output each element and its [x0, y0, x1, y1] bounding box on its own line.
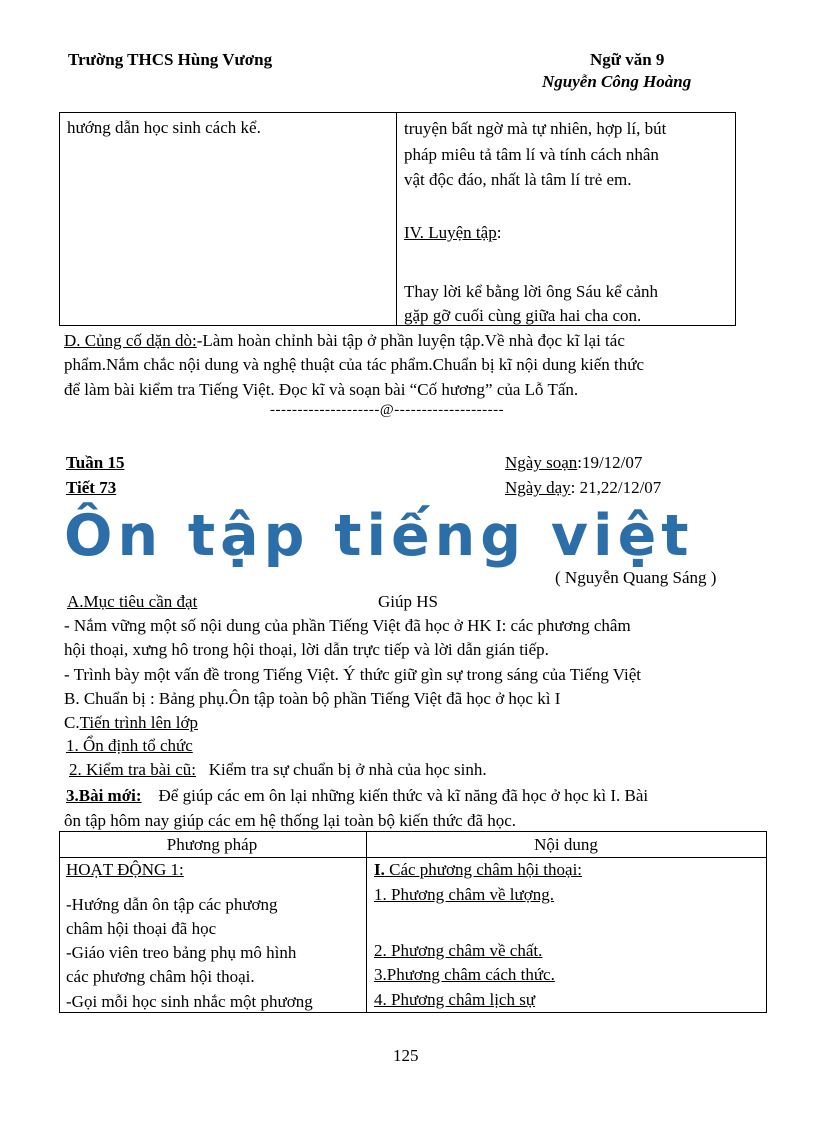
practice-line: gặp gỡ cuối cùng giữa hai cha con. — [404, 306, 642, 325]
activity-label: HOẠT ĐỘNG 1: — [66, 860, 184, 879]
objectives-line-2: hội thoại, xưng hô trong hội thoại, lời dẫn trực tiếp và lời dẫn gián tiếp. — [64, 640, 549, 659]
practice-heading: IV. Luyện tập: — [404, 223, 502, 242]
practice-line: Thay lời kể bằng lời ông Sáu kể cảnh — [404, 282, 659, 301]
title-subtitle: ( Nguyễn Quang Sáng ) — [555, 568, 717, 587]
column-header-method: Phương pháp — [166, 835, 258, 854]
process-label: C.Tiến trình lên lớp — [64, 713, 198, 732]
content-item: 3.Phương châm cách thức. — [374, 965, 555, 984]
consolidation-line-1: D. Củng cố dặn dò:-Làm hoàn chỉnh bài tập ở phần luyện tập.Về nhà đọc kĩ lại tác — [64, 331, 625, 350]
content-item: 4. Phương châm lịch sự — [374, 990, 536, 1009]
process-step-1: 1. Ổn định tổ chức — [66, 736, 193, 755]
content-item: 2. Phương châm về chất. — [374, 941, 543, 960]
school-name: Trường THCS Hùng Vương — [68, 50, 273, 69]
method-line: -Hướng dẫn ôn tập các phương — [66, 895, 278, 914]
content-item: 1. Phương châm về lượng. — [374, 885, 554, 904]
consolidation-line-3: để làm bài kiểm tra Tiếng Việt. Đọc kĩ và soạn bài “Cố hương” của Lỗ Tấn. — [64, 380, 579, 399]
objectives-help: Giúp HS — [378, 592, 438, 611]
top-table-right-line: pháp miêu tả tâm lí và tính cách nhân — [404, 145, 659, 164]
prep-date: Ngày soạn:19/12/07 — [505, 453, 643, 472]
method-line: -Gọi mỗi học sinh nhắc một phương — [66, 992, 313, 1011]
teach-date: Ngày dạy: 21,22/12/07 — [505, 478, 662, 497]
top-table-right-line: truyện bất ngờ mà tự nhiên, hợp lí, bút — [404, 119, 667, 138]
objectives-line-1: - Nắm vững một số nội dung của phần Tiếng Việt đã học ở HK I: các phương châm — [64, 616, 631, 635]
subject-name: Ngữ văn 9 — [590, 50, 665, 69]
section-separator: --------------------@-------------------- — [270, 402, 505, 418]
process-step-3: 3.Bài mới: Để giúp các em ôn lại những kiến thức và kĩ năng đã học ở học kì I. Bài — [66, 786, 649, 805]
method-line: các phương châm hội thoại. — [66, 967, 255, 986]
objectives-line-3: - Trình bày một vấn đề trong Tiếng Việt. Ý thức giữ gìn sự trong sáng của Tiếng Việt — [64, 665, 642, 684]
week-label: Tuần 15 — [66, 453, 125, 472]
top-table-right-line: vật độc đáo, nhất là tâm lí trẻ em. — [404, 170, 632, 189]
method-line: châm hội thoại đã học — [66, 919, 217, 938]
consolidation-line-2: phẩm.Nắm chắc nội dung và nghệ thuật của tác phẩm.Chuẩn bị kĩ nội dung kiến thức — [64, 355, 644, 374]
section-heading: I. Các phương châm hội thoại: — [374, 860, 583, 879]
author-name: Nguyễn Công Hoàng — [542, 72, 692, 91]
period-label: Tiết 73 — [66, 478, 117, 497]
column-header-content: Nội dung — [534, 835, 598, 854]
objectives-label: A.Mục tiêu cần đạt — [67, 592, 198, 611]
page-number: 125 — [393, 1046, 419, 1065]
preparation-line: B. Chuẩn bị : Bảng phụ.Ôn tập toàn bộ phần Tiếng Việt đã học ở học kì I — [64, 689, 561, 708]
process-step-2: 2. Kiểm tra bài cũ: Kiểm tra sự chuẩn bị ở nhà của học sinh. — [69, 760, 487, 779]
method-line: -Giáo viên treo bảng phụ mô hình — [66, 943, 297, 962]
top-table-left-cell: hướng dẫn học sinh cách kể. — [67, 118, 261, 137]
lesson-title: Ôn tập tiếng việt — [64, 503, 694, 569]
process-step-3-line-2: ôn tập hôm nay giúp các em hệ thống lại toàn bộ kiến thức đã học. — [64, 811, 517, 830]
